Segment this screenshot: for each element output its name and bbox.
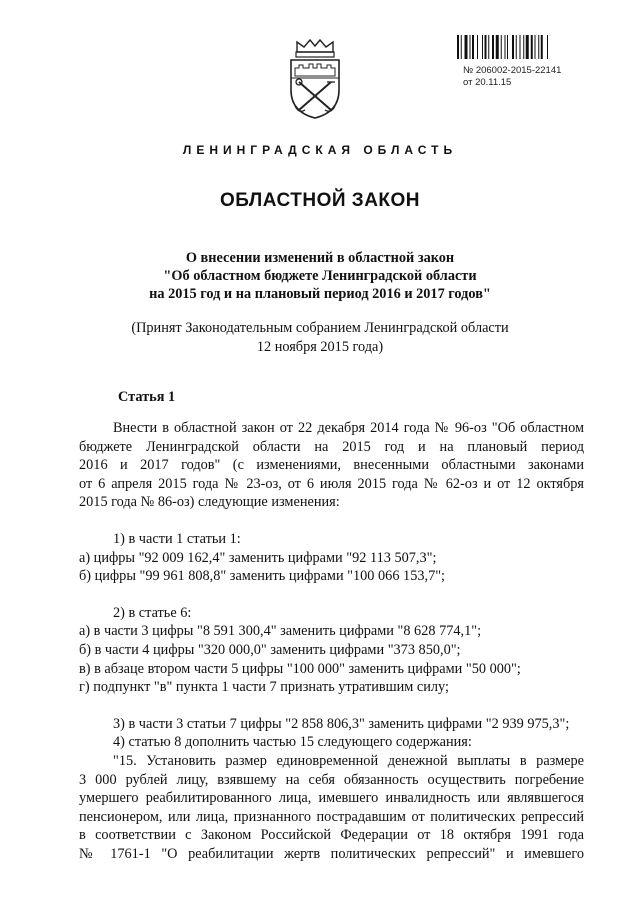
item-2-heading: 2) в статье 6: [113,604,192,621]
law-title [0,249,640,303]
intro-line: от 6 апреля 2015 года № 23-оз, от 6 июля 2015 года № 62-оз и от 12 октября [79,475,584,492]
barcode-bar [470,35,471,59]
barcode-bar [496,35,499,59]
quote-line: умершего реабилитированного лица, имевшего инвалидность или являвшегося [79,790,584,807]
quote-line: № 1761-1 "О реабилитации жертв политических репрессий" и имевшего [79,845,584,862]
region-name: ЛЕНИНГРАДСКАЯ ОБЛАСТЬ [182,143,458,157]
item-2-subitem: г) подпункт "в" пункта 1 части 7 признать утратившим силу; [79,679,449,696]
barcode-bar [520,35,521,59]
barcode-bar [488,35,489,59]
barcode-bar [512,35,514,59]
registration-date: от 20.11.15 [463,77,512,88]
item-2-subitem: а) в части 3 цифры "8 591 300,4" заменить цифрами "8 628 774,1"; [79,623,482,640]
quote-line: "15. Установить размер единовременной денежной выплаты в размере [113,752,584,769]
barcode-bar [538,35,539,59]
barcode-bar [492,35,494,59]
adoption-note-line: 12 ноября 2015 года) [256,339,384,355]
registration-block [463,65,561,89]
law-title-line: на 2015 год и на плановый период 2016 и 2017 годов" [149,286,491,302]
barcode [457,35,579,59]
adoption-note-line: (Принят Законодательным собранием Ленинградской области [131,320,509,336]
barcode-bar [477,35,478,59]
law-type-heading: ОБЛАСТНОЙ ЗАКОН [219,190,421,211]
barcode-bar [547,35,548,59]
barcode-bar [523,35,524,59]
barcode-bar [531,35,533,59]
article-heading: Статья 1 [118,389,176,405]
quote-line: в соответствии с Законом Российской Федерации от 18 октября 1991 года [79,827,584,844]
intro-line: 2016 и 2017 годов" (с изменениями, внесенными областными законами [79,457,584,474]
item-1-subitem: б) цифры "99 961 808,8" заменить цифрами "100 066 153,7"; [79,568,446,585]
barcode-bar [535,35,536,59]
barcode-bar [457,35,459,59]
law-title-line: О внесении изменений в областной закон [185,250,455,266]
barcode-bar [485,35,487,59]
adoption-note [0,319,640,357]
item-2-subitem: в) в абзаце втором части 5 цифры "100 000" заменить цифрами "50 000"; [79,660,521,677]
item-1-heading: 1) в части 1 статьи 1: [113,530,241,547]
barcode-bar [461,35,462,59]
barcode-bar [505,35,506,59]
item-3: 3) в части 3 статьи 7 цифры "2 858 806,3" заменить цифрами "2 939 975,3"; [113,715,570,732]
barcode-bar [526,35,529,59]
intro-line: 2015 года № 86-оз) следующие изменения: [79,494,340,511]
barcode-bar [507,35,508,59]
barcode-bar [501,35,502,59]
intro-line: бюджете Ленинградской области на 2015 год и на плановый период [79,438,584,455]
barcode-bar [472,35,474,59]
quote-line: пенсионером, или лица, признанного пострадавшим от политических репрессий [79,808,584,825]
item-2-subitem: б) в части 4 цифры "320 000,0" заменить цифрами "373 850,0"; [79,641,461,658]
barcode-bar [541,35,543,59]
law-title-line: "Об областном бюджете Ленинградской области [163,268,477,284]
barcode-bar [516,35,517,59]
article-body [79,419,584,863]
quote-line: 3 000 рублей лицу, взявшему на себя обязанность осуществить погребение [79,771,584,788]
coat-of-arms-emblem [287,38,343,120]
registration-number: № 206002-2015-22141 [463,65,562,76]
item-4: 4) статью 8 дополнить частью 15 следующего содержания: [113,734,472,751]
item-1-subitem: а) цифры "92 009 162,4" заменить цифрами "92 113 507,3"; [79,549,437,566]
barcode-bar [465,35,468,59]
intro-line: Внести в областной закон от 22 декабря 2014 года № 96-оз "Об областном [113,420,584,436]
barcode-bar [482,35,483,59]
